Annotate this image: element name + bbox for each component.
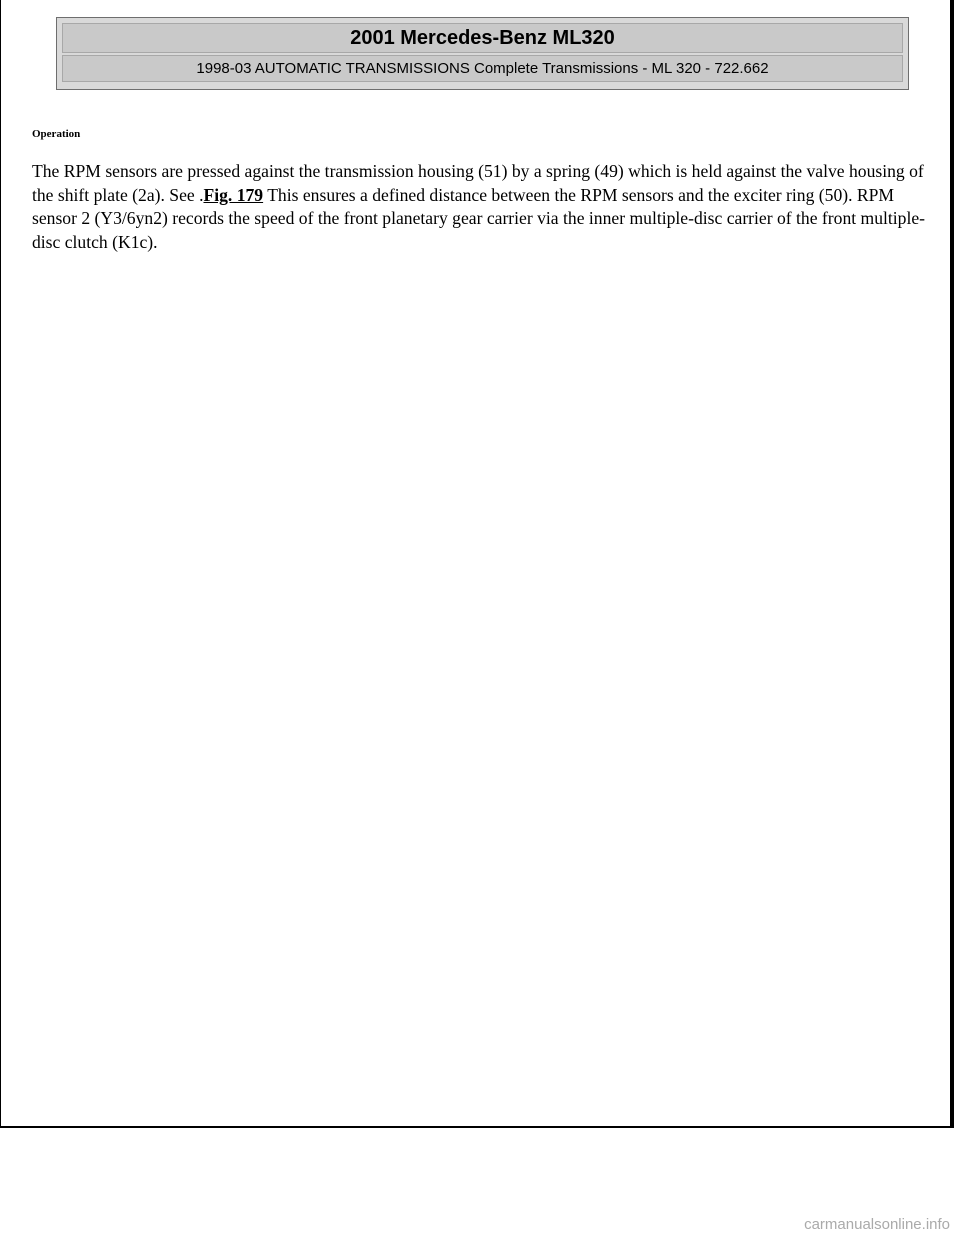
document-header — [56, 17, 909, 90]
figure-179-link[interactable]: Fig. 179 — [203, 184, 264, 205]
document-title: 2001 Mercedes-Benz ML320 — [62, 23, 903, 53]
paragraph-text-before-link: The RPM sensors are pressed against the transmission housing (51) by a spring (49) which is held against the valve housing of the shift plate (2a). See . — [32, 161, 924, 205]
body-paragraph — [32, 160, 932, 254]
section-heading: Operation — [32, 128, 81, 140]
document-subtitle: 1998-03 AUTOMATIC TRANSMISSIONS Complete Transmissions - ML 320 - 722.662 — [62, 55, 903, 82]
footer-watermark: carmanualsonline.info — [804, 1216, 950, 1233]
paragraph-text-after-link: This ensures a defined distance between the RPM sensors and the exciter ring (50). RPM sensor 2 (Y3/6yn2) records the speed of the front planetary gear carrier via the inner multiple-disc carrier of the front multiple-disc clutch (K1c). — [32, 184, 926, 252]
